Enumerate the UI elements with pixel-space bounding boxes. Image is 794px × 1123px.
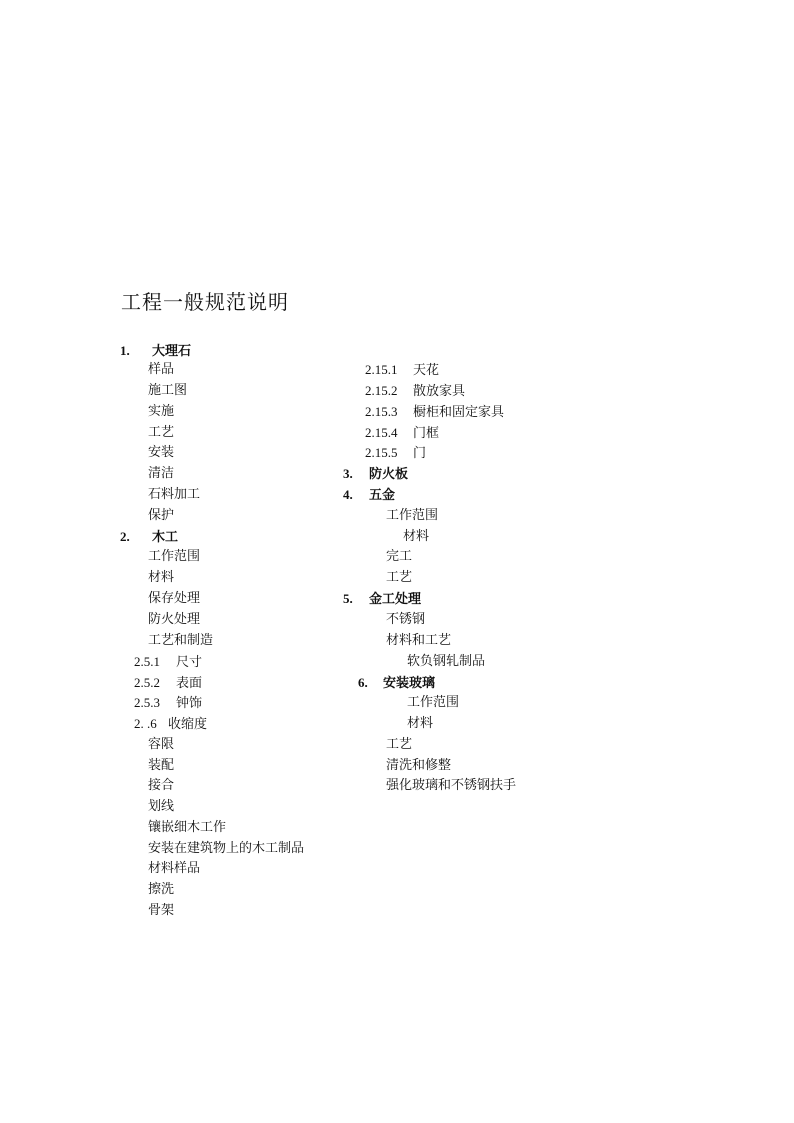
list-item: 工艺 [386, 737, 413, 752]
list-item: 软负钢轧制品 [407, 654, 486, 669]
section-title: 五金 [369, 488, 396, 503]
section-6-heading [358, 675, 435, 692]
list-item: 工艺 [148, 425, 175, 440]
list-item: 材料 [403, 529, 430, 544]
sub-item-number: 2.15.5 [365, 445, 398, 460]
sub-item-number: 2.5.3 [134, 695, 160, 710]
list-item: 不锈钢 [386, 612, 426, 627]
section-number: 3. [343, 466, 353, 481]
sub-item-label: 天花 [413, 363, 440, 378]
list-item: 容限 [148, 737, 175, 752]
section-title: 安装玻璃 [383, 676, 436, 691]
sub-item-number: 2.15.2 [365, 383, 398, 398]
list-item: 材料和工艺 [386, 633, 452, 648]
list-item: 安装 [148, 445, 175, 460]
sub-item-number: 2.15.1 [365, 362, 398, 377]
list-item: 安装在建筑物上的木工制品 [148, 841, 305, 856]
list-item: 装配 [148, 758, 175, 773]
sub-item [365, 445, 426, 462]
section-title: 金工处理 [369, 592, 422, 607]
section-5-heading [343, 591, 421, 608]
list-item: 工艺和制造 [148, 633, 214, 648]
list-item: 保护 [148, 508, 175, 523]
list-item: 防火处理 [148, 612, 201, 627]
list-item: 材料 [407, 716, 434, 731]
section-3-heading [343, 466, 408, 483]
section-title: 防火板 [369, 467, 409, 482]
sub-item [134, 654, 202, 671]
sub-item-label: 橱柜和固定家具 [413, 405, 505, 420]
list-item: 保存处理 [148, 591, 201, 606]
sub-item-label: 钟饰 [176, 696, 203, 711]
list-item: 石料加工 [148, 487, 201, 502]
list-item: 工作范围 [386, 508, 439, 523]
sub-item-number: 2. .6 [134, 716, 157, 731]
list-item: 施工图 [148, 383, 188, 398]
sub-item-number: 2.5.2 [134, 675, 160, 690]
section-title: 木工 [152, 530, 179, 545]
section-number: 6. [358, 675, 368, 690]
list-item: 强化玻璃和不锈钢扶手 [386, 778, 517, 793]
sub-item [134, 716, 207, 733]
sub-item-label: 门 [413, 446, 427, 461]
sub-item [365, 362, 439, 379]
section-number: 2. [120, 529, 130, 544]
sub-item-label: 表面 [176, 676, 203, 691]
list-item: 材料 [148, 570, 175, 585]
section-4-heading [343, 487, 395, 504]
sub-item-label: 尺寸 [176, 655, 203, 670]
section-number: 1. [120, 343, 130, 358]
sub-item-label: 收缩度 [168, 717, 208, 732]
sub-item [365, 404, 504, 421]
list-item: 材料样品 [148, 861, 201, 876]
list-item: 实施 [148, 404, 175, 419]
sub-item [365, 383, 465, 400]
list-item: 擦洗 [148, 882, 175, 897]
sub-item-label: 散放家具 [413, 384, 466, 399]
section-2-heading [120, 529, 178, 546]
section-title: 大理石 [152, 344, 192, 359]
list-item: 工艺 [386, 570, 413, 585]
list-item: 样品 [148, 362, 175, 377]
sub-item-label: 门框 [413, 426, 440, 441]
list-item: 清洗和修整 [386, 758, 452, 773]
section-number: 5. [343, 591, 353, 606]
list-item: 镶嵌细木工作 [148, 820, 227, 835]
list-item: 完工 [386, 549, 413, 564]
section-number: 4. [343, 487, 353, 502]
list-item: 骨架 [148, 903, 175, 918]
sub-item-number: 2.5.1 [134, 654, 160, 669]
list-item: 划线 [148, 799, 175, 814]
list-item: 工作范围 [407, 695, 460, 710]
sub-item [134, 695, 202, 712]
page-title: 工程一般规范说明 [121, 290, 289, 314]
sub-item-number: 2.15.3 [365, 404, 398, 419]
list-item: 接合 [148, 778, 175, 793]
sub-item [365, 425, 439, 442]
sub-item [134, 675, 202, 692]
sub-item-number: 2.15.4 [365, 425, 398, 440]
list-item: 工作范围 [148, 549, 201, 564]
list-item: 清洁 [148, 466, 175, 481]
section-1-heading [120, 343, 191, 360]
